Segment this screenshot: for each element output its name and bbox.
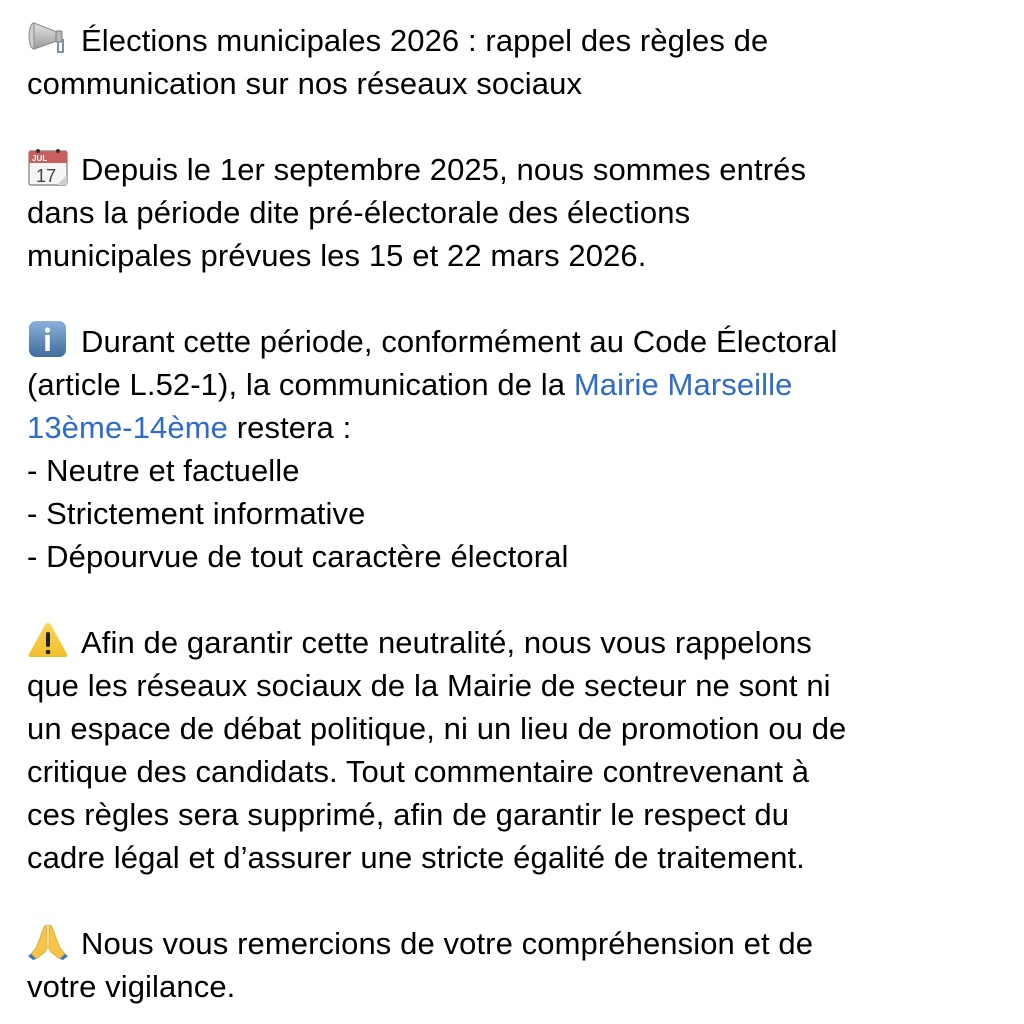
text-line: dans la période dite pré-électorale des élections xyxy=(27,195,691,230)
praying-hands-icon xyxy=(27,922,69,960)
mairie-marseille-link-continued[interactable]: 13ème-14ème xyxy=(27,410,228,445)
information-icon xyxy=(27,320,69,358)
svg-text:JUL: JUL xyxy=(32,154,48,163)
text-line: ces règles sera supprimé, afin de garantir le respect du xyxy=(27,797,790,832)
spacer xyxy=(27,578,1017,621)
neutrality-warning-section xyxy=(27,621,1017,879)
spacer xyxy=(27,105,1017,148)
text-line: Durant cette période, conformément au Code Électoral xyxy=(27,320,1017,363)
bullet-item: - Dépourvue de tout caractère électoral xyxy=(27,539,569,574)
pre-election-period-section xyxy=(27,148,1017,277)
text-line: municipales prévues les 15 et 22 mars 2026. xyxy=(27,238,647,273)
text-line: communication sur nos réseaux sociaux xyxy=(27,66,583,101)
mairie-marseille-link[interactable]: Mairie Marseille xyxy=(573,367,793,402)
text-line: critique des candidats. Tout commentaire contrevenant à xyxy=(27,754,810,789)
thanks-section xyxy=(27,922,1017,1008)
text-line: votre vigilance. xyxy=(27,969,236,1004)
text-line: (article L.52-1), la communication de la Mairie Marseille xyxy=(27,367,793,402)
text-line: Afin de garantir cette neutralité, nous vous rappelons xyxy=(27,621,1017,664)
text-line: un espace de débat politique, ni un lieu de promotion ou de xyxy=(27,711,847,746)
text-line: 13ème-14ème restera : xyxy=(27,410,352,445)
post-body xyxy=(27,19,1017,1008)
svg-text:17: 17 xyxy=(36,166,57,186)
megaphone-icon xyxy=(27,19,69,57)
calendar-icon xyxy=(27,148,69,186)
bullet-item: - Neutre et factuelle xyxy=(27,453,300,488)
spacer xyxy=(27,277,1017,320)
spacer xyxy=(27,879,1017,922)
text-line: Nous vous remercions de votre compréhension et de xyxy=(27,922,1017,965)
warning-icon xyxy=(27,621,69,659)
bullet-item: - Strictement informative xyxy=(27,496,366,531)
communication-rules-section xyxy=(27,320,1017,578)
post-title-section xyxy=(27,19,1017,105)
text-line: que les réseaux sociaux de la Mairie de secteur ne sont ni xyxy=(27,668,831,703)
text-line: Élections municipales 2026 : rappel des règles de xyxy=(27,19,1017,62)
text-line: JUL 17 Depuis le 1er septembre 2025, nous sommes entrés xyxy=(27,148,1017,191)
text-line: cadre légal et d’assurer une stricte égalité de traitement. xyxy=(27,840,805,875)
